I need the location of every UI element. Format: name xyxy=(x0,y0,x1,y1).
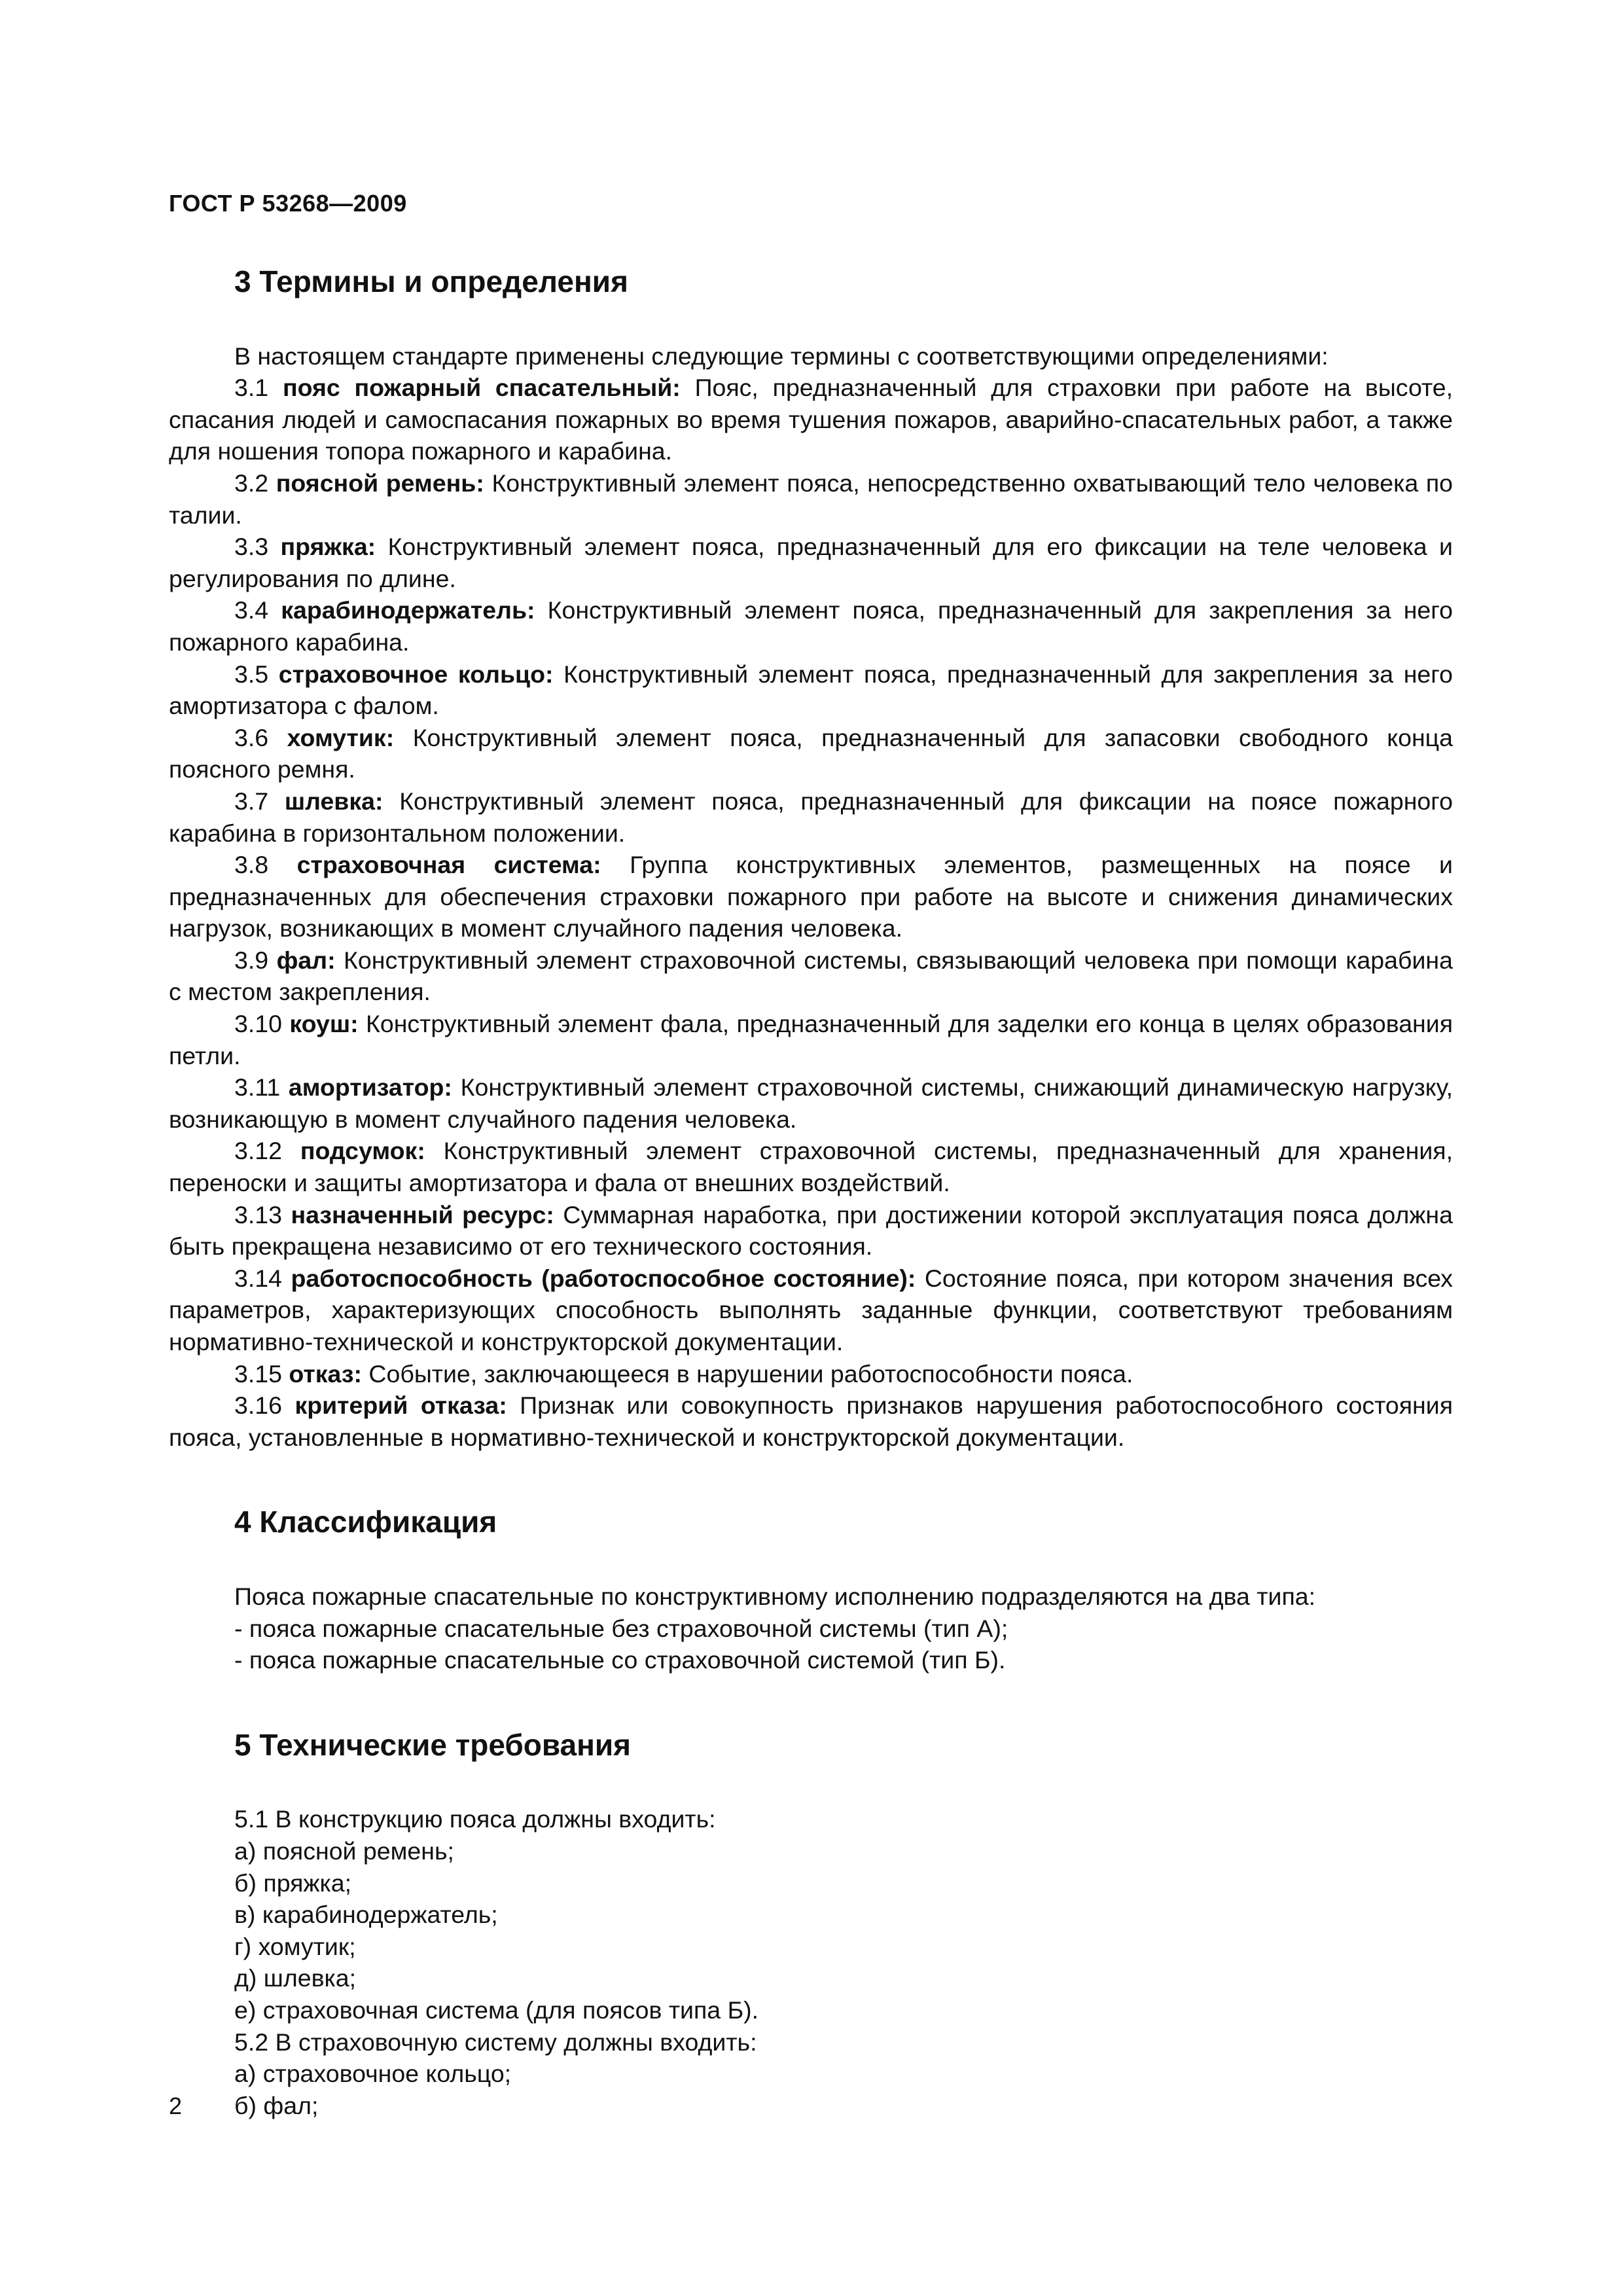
term-text: Конструктивный элемент пояса, предназначенный для запасовки свободного конца поясного ремня. xyxy=(169,723,1454,783)
term-name: коуш: xyxy=(289,1010,359,1038)
term-name: хомутик: xyxy=(287,723,395,751)
term-text: Признак или совокупность признаков нарушения работоспособного состояния пояса, установленные в нормативно-технической и конструкторской документации. xyxy=(169,1391,1454,1451)
document-code: ГОСТ Р 53268—2009 xyxy=(169,190,407,217)
term-text: Конструктивный элемент фала, предназначенный для заделки его конца в целях образования петли. xyxy=(169,1010,1454,1069)
requirement-line: а) поясной ремень; xyxy=(234,1837,454,1865)
term-definition xyxy=(169,1135,1453,1198)
term-definition xyxy=(169,722,1453,785)
term-number: 3.14 xyxy=(234,1264,282,1292)
term-text: Конструктивный элемент пояса, предназначенный для закрепления за него пожарного карабина. xyxy=(169,596,1453,656)
term-number: 3.15 xyxy=(234,1359,282,1388)
term-definition xyxy=(169,1358,1453,1390)
term-name: работоспособность (работоспособное состояние): xyxy=(291,1264,916,1292)
page-content xyxy=(169,265,1453,2121)
term-name: пряжка: xyxy=(280,533,376,561)
term-number: 3.7 xyxy=(234,787,269,815)
term-text: Конструктивный элемент страховочной системы, связывающий человека при помощи карабина с местом закрепления. xyxy=(169,946,1453,1006)
classification-line: Пояса пожарные спасательные по конструктивному исполнению подразделяются на два типа: xyxy=(234,1582,1316,1610)
term-name: амортизатор: xyxy=(288,1073,452,1102)
term-text: Конструктивный элемент пояса, предназначенный для его фиксации на теле человека и регулирования по длине. xyxy=(169,533,1453,592)
section-3-intro: В настоящем стандарте применены следующие термины с соответствующими определениями: xyxy=(234,342,1329,370)
term-name: критерий отказа: xyxy=(294,1391,507,1420)
term-text: Конструктивный элемент пояса, предназначенный для закрепления за него амортизатора с фалом. xyxy=(169,660,1453,720)
term-name: поясной ремень: xyxy=(276,469,484,497)
term-definition xyxy=(169,467,1453,531)
term-definition xyxy=(169,1263,1453,1358)
term-text: Событие, заключающееся в нарушении работоспособности пояса. xyxy=(368,1359,1133,1388)
requirement-line: в) карабинодержатель; xyxy=(234,1901,498,1929)
term-number: 3.11 xyxy=(234,1073,281,1102)
term-definition xyxy=(169,944,1453,1008)
term-number: 3.3 xyxy=(234,533,269,561)
term-name: шлевка: xyxy=(284,787,383,815)
term-text: Группа конструктивных элементов, размещенных на поясе и предназначенных для обеспечения страховки пожарного при работе на высоте и снижения динамических нагрузок, возникающих в момент случайного падения человека. xyxy=(169,851,1453,942)
term-name: подсумок: xyxy=(300,1137,425,1165)
term-number: 3.9 xyxy=(234,946,269,974)
term-text: Конструктивный элемент пояса, предназначенный для фиксации на поясе пожарного карабина в горизонтальном положении. xyxy=(169,787,1453,847)
term-name: пояс пожарный спасательный: xyxy=(282,374,681,402)
term-definition xyxy=(169,1390,1453,1453)
term-text: Пояс, предназначенный для страховки при работе на высоте, спасания людей и самоспасания пожарных во время тушения пожаров, аварийно-спасательных работ, а также для ношения топора пожарного и карабина. xyxy=(169,374,1454,465)
term-number: 3.5 xyxy=(234,660,269,688)
term-text: Суммарная наработка, при достижении которой эксплуатация пояса должна быть прекращена независимо от его технического состояния. xyxy=(169,1200,1453,1261)
classification-line: - пояса пожарные спасательные со страховочной системой (тип Б). xyxy=(234,1646,1006,1674)
term-name: назначенный ресурс: xyxy=(291,1200,554,1229)
term-number: 3.4 xyxy=(234,596,269,624)
section-5-title: 5 Технические требования xyxy=(234,1727,631,1762)
term-text: Конструктивный элемент страховочной системы, снижающий динамическую нагрузку, возникающую в момент случайного падения человека. xyxy=(169,1073,1454,1133)
term-number: 3.1 xyxy=(234,374,269,402)
term-definition xyxy=(169,1199,1453,1263)
term-definition xyxy=(169,1071,1453,1135)
term-definition xyxy=(169,1008,1453,1071)
classification-line: - пояса пожарные спасательные без страховочной системы (тип А); xyxy=(234,1614,1008,1642)
section-4-title: 4 Классификация xyxy=(234,1505,497,1539)
page-number: 2 xyxy=(169,2092,183,2119)
term-number: 3.10 xyxy=(234,1010,282,1038)
term-name: страховочное кольцо: xyxy=(278,660,554,688)
term-text: Конструктивный элемент пояса, непосредственно охватывающий тело человека по талии. xyxy=(169,469,1454,529)
term-number: 3.2 xyxy=(234,469,269,497)
term-number: 3.8 xyxy=(234,851,269,879)
term-definition xyxy=(169,531,1453,594)
requirement-line: д) шлевка; xyxy=(234,1964,357,1992)
term-name: фал: xyxy=(276,946,336,974)
section-3-title: 3 Термины и определения xyxy=(234,264,628,298)
requirement-line: 5.2 В страховочную систему должны входить: xyxy=(234,2028,757,2056)
term-name: отказ: xyxy=(289,1359,362,1388)
requirement-line: а) страховочное кольцо; xyxy=(234,2060,512,2088)
requirement-line: е) страховочная система (для поясов типа Б). xyxy=(234,1996,759,2024)
term-text: Конструктивный элемент страховочной системы, предназначенный для хранения, переноски и защиты амортизатора и фала от внешних воздействий. xyxy=(169,1137,1453,1197)
requirement-line: 5.1 В конструкцию пояса должны входить: xyxy=(234,1805,716,1833)
term-definition xyxy=(169,372,1453,467)
term-number: 3.6 xyxy=(234,723,269,751)
requirement-line: б) фал; xyxy=(234,2091,319,2119)
term-number: 3.16 xyxy=(234,1391,282,1420)
term-definition xyxy=(169,849,1453,944)
term-number: 3.12 xyxy=(234,1137,282,1165)
term-name: страховочная система: xyxy=(296,851,601,879)
requirement-line: б) пряжка; xyxy=(234,1869,352,1897)
term-name: карабинодержатель: xyxy=(281,596,535,624)
term-text: Состояние пояса, при котором значения всех параметров, характеризующих способность выполнять заданные функции, соответствуют требованиям нормативно-технической и конструкторской документации. xyxy=(169,1264,1453,1355)
requirement-line: г) хомутик; xyxy=(234,1932,356,1960)
term-definition xyxy=(169,658,1453,722)
term-number: 3.13 xyxy=(234,1200,282,1229)
term-definition xyxy=(169,785,1453,849)
term-definition xyxy=(169,594,1453,658)
